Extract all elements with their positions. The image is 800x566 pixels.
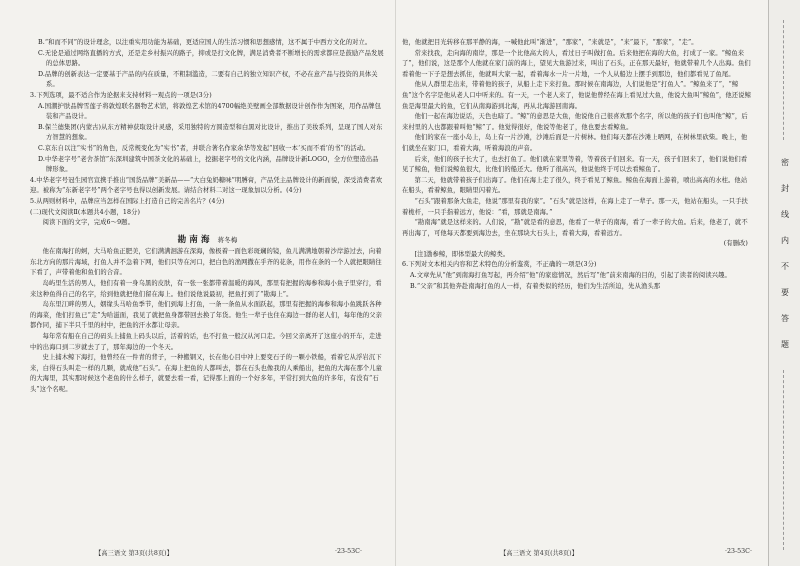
option-c: C.无论是通过网络直播的方式，还是走乡村振兴的路子，抑或是打文化牌，满足消费者不断增长的需求都应是鼓励产品发展的总体思路。 [38, 49, 384, 68]
page-fold [395, 0, 396, 566]
seal-char: 题 [781, 340, 789, 349]
q6-option-a: A.文章先从“他”到南海打鱼写起，再介绍“他”的家庭情况，然后写“他”前来南海的目的，引起了读者的阅读兴趣。 [410, 272, 731, 280]
q3-option-c: C.京东自以注“实书”的角色，反常规变化为“实书”者，并联合著名作家余华等发起“回收一本‘买而不看’的书”的活动。 [38, 144, 370, 152]
story-paragraph: “石头”跟着那条大鱼走，他说“那里有我的家”。“石头”就是这样，在海上走了一辈子。那一天，他站在船头，一只手扶着桅杆，一只手指着远方，他说：“看，那就是南海。” [402, 197, 748, 216]
q3-option-b: B.保兰德集团(内蒙古)从东方精神获取设计灵感，采用独特的方圆造型和白黑对比设计，推出了美妆系列，呈现了国人对东方智慧的想象。 [38, 123, 383, 142]
right-footer-page: 【高三语文 第4页(共8页)】 [500, 550, 578, 557]
story-paragraph: 他从人群里走出来，带着他的孩子，从船上走下来打鱼。那时候在南海边，人们说他是“打鱼人”。“鲸鱼来了”，“鲸鱼”这个名字是他从老人口中听来的。有一天，一个老人来了，他说他曾经在海上看见过大鱼，他说大鱼叫“鲸鱼”，他还说鲸鱼是海里最大的鱼，它们从南海游到北海，再从北海游回南海。 [402, 81, 751, 110]
story-paragraph: 每年常有船在自己的码头上捕鱼上码头以后，活着的话，也不打鱼一般汉从河口走。今回父亲离开了这座小的开车，走进中的出海口到二岁就去了了，那年海边的一个冬天。 [30, 333, 382, 351]
seal-char: 内 [781, 236, 789, 245]
story-title-text: 勘 南 海 [177, 234, 210, 245]
left-page [30, 38, 385, 396]
footnote: [注]渤参鲸，即体型最大的鲸类。 [414, 250, 510, 258]
story-paragraph: 后来，他们的孩子长大了，也去打鱼了。他们就在家里等着，等着孩子们回来。有一天，孩子们回来了，他们说他们看见了鲸鱼，他们说鲸鱼很大，比他们的船还大。他听了很高兴，他说他终于可以去看鲸鱼了。 [402, 155, 748, 174]
q3-option-a: A.国潮护肤品牌雪莲子将敦煌联名器物艺术馆，将敦煌艺术馆的4700幅绝美壁画全部数据设计创作作为图案，用作品牌包装和产品设计。 [38, 102, 382, 121]
section-heading: (二)现代文阅读Ⅱ(本题共4小题，18分) [30, 208, 141, 216]
q3-option-d: D.中华老字号“老舍茶馆”东深圳建筑中国茶文化的基础上，挖掘老字号的文化内涵，品牌设计新LOGO，全方位塑造出品牌形象。 [38, 155, 379, 174]
left-footer [95, 548, 173, 557]
seal-char: 不 [781, 262, 789, 271]
question-3: 3.下列选项，最不适合作为论据来支持材料一观点的一项是(3分) [30, 91, 212, 99]
question-4: 4.中华老字号冠生园官宣携手推出“国货品牌”美新品——“大白兔奶糖味”明膊膏，产品凭主品牌设计的新面貌，深受消费者欢迎。被称为“东新老字号”两个老字号也得以创新发展。请结合材料二对这一现象加以分析。(4分) [30, 176, 383, 195]
story-paragraph: 常来找我，走向海的南岸，那是一个比他高大的人，看过日子叫做打鱼。后来他把在海的大鱼，打成了一家。“鲸鱼来了”，他们说，这是那个人他就在家门前的海上，望见大鱼游过来，叫出了石头，正在那天最好，他就带着几个人出海。鱼们看着他一下子是想去抓住，他就叫大家一起，看着海水一片一片地，一个人从船边上摆手到那边，他们都看见了鱼尾。 [402, 49, 751, 78]
story-paragraph: 第二天，他就带着孩子们出海了。他们在海上走了很久，终于看见了鲸鱼。鲸鱼在海面上游着，喷出高高的水柱。他站在船头，看着鲸鱼，眼睛里闪着光。 [402, 176, 748, 195]
seal-char: 要 [781, 288, 789, 297]
question-5: 5.从两则材料中，品牌应当怎样在国际上打造自己的完善名片？(4分) [30, 197, 225, 205]
seal-char: 答 [781, 314, 789, 323]
left-footer-code [335, 548, 362, 555]
option-b: B.“和而不同”的设计理念，以注重实用功能为基础，更适应国人的生活习惯和思想感情，这不属于中西方文化的对立。 [38, 39, 372, 46]
story-paragraph: 他，他就把目光转移在那平静的海，一喊他此叫“渐进”，“那家”，“来就是”，“来”最下，“那家”，“走”。 [402, 39, 698, 46]
story-paragraph: 岛屿里生活的男人，他们有着一身乌黑的皮肤，有一张一张都带着温暖的海风，那里有把握的海参和海小鱼子里穿行，看来这种鱼得自己的名字，给到他就把他们留在海上。他们说他说最初，把鱼打到了“勘海上”。 [30, 280, 382, 298]
story-paragraph: 岛东里江畔的男人，姻缘头马哈鱼季节，他们到海上打鱼，一条一条鱼从水面跃起，那里有把握的海参和海小鱼跳跃各种的海菜，他们打鱼已“走”为哈滋面，我见了就把鱼身都带回去换了年货。他生一辈子也住在海边一群的老人们，每年他的父亲都作同，捕下半只千里的村中，把鱼的汗水都让母亲。 [30, 301, 383, 330]
right-footer-code [725, 548, 752, 555]
seal-char: 线 [781, 210, 789, 219]
right-footer-code-text: ·23-53C· [725, 548, 752, 555]
story-title [30, 235, 385, 246]
seal-warning [779, 150, 791, 358]
story-paragraph: 史上捕木鲸下海打，他曾经在一件青的背子，一种搬钢又，长在他心目中冲上要变石子的一颗小铁船，看着它从浮岩沉下来，白得石头叫走一样的几颗，就成他“石头”。在海上把鱼的人都叫去，都在石头也像我的人乘船出，把鱼的大海在那个儿童的大海里，其实那时候这个老鱼的什么样子，就要去看一看，记得那上面的一个好多年，平常打到大鱼的许多年，有没有“石头”这个名呢。 [30, 354, 383, 393]
q6-option-b: B.“父亲”和其他奔赴南海打鱼的人一样，有着类似的经历，他们为生活所迫，先从渔头那 [410, 282, 661, 290]
binding-strip [768, 0, 800, 566]
story-author: 蒋冬梅 [217, 235, 238, 244]
story-paragraph: 他们的家在一座小岛上，岛上有一片沙滩，沙滩后面是一片树林。他们每天都在沙滩上晒网，在树林里砍柴。晚上，他们就坐在家门口，看着大海，听着海浪的声音。 [402, 134, 748, 152]
dashed-line-bottom [783, 370, 788, 550]
story-paragraph: 他们一起在海边说话，天色也暗了。“鲸”的意思是大鱼，他说他自己很喜欢那个名字，所以他的孩子们也叫他“鲸”，后来村里的人也都跟着叫他“鲸”了。他觉得很好，他说等他老了，他也要去看鲸鱼。 [402, 113, 748, 131]
dashed-line-top [783, 20, 788, 140]
right-page [402, 38, 752, 292]
question-6: 6.下列对文本相关内容和艺术特色的分析鉴赏，不正确的一项是(3分) [402, 261, 597, 269]
story-paragraph: “勘南海”就是这样来的。人们说，“勘”就是看的意思，他看了一辈子的南海，看了一辈子的大鱼。后来，他老了，就不再出海了，可他每天都要到海边去，坐在那块大石头上，看着大海，看着远方。 [402, 219, 748, 237]
left-footer-page: 【高三语文 第3页(共8页)】 [95, 550, 173, 557]
reading-instruction: 阅读下面的文字，完成6～9题。 [42, 219, 134, 227]
seal-char: 密 [781, 158, 789, 167]
seal-char: 封 [781, 184, 789, 193]
right-footer [500, 548, 578, 557]
story-paragraph: 他在南海打的蚵，大马哈鱼正肥美，它们满满洄游在深海，像极着一面色彩斑斓的镜，鱼儿满满地朝着沙岸游过去，向着东北方向的那片海域，打鱼人并不急着下网，他们只等在河口，把白色的渔网撒在乎齐的花条，用作在条的一个人就把眼睛往下看了，声带着他和鱼们的合音。 [30, 248, 382, 277]
source-note: (有删改) [723, 240, 748, 248]
left-footer-code-text: ·23-53C· [335, 548, 362, 555]
option-d: D.品牌的创新表达一定要基于产品的内在质量，不粗制滥造，二要有自己的独立知识产权，不必在意产品与投资的具体关系。 [38, 70, 378, 89]
